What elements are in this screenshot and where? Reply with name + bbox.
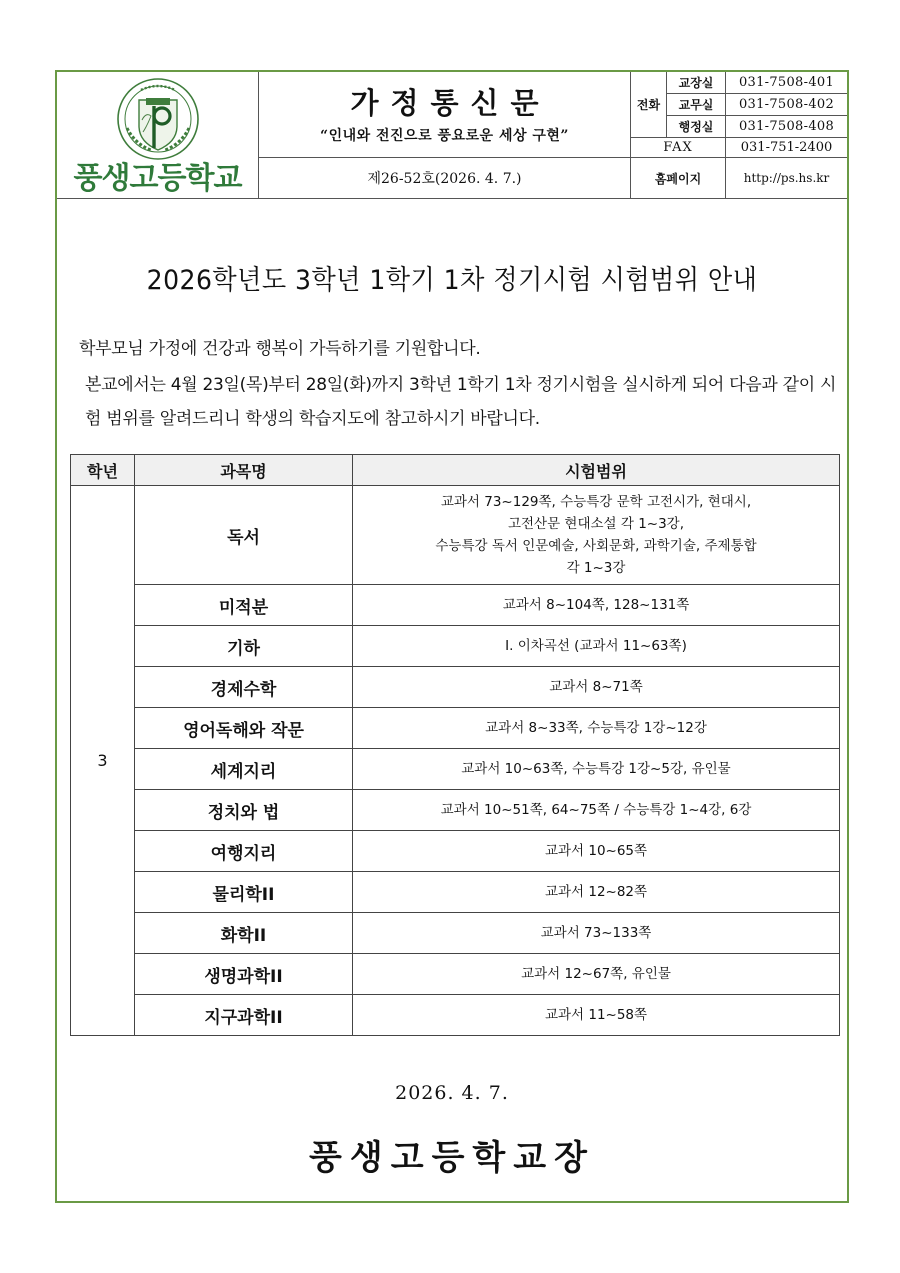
range-cell: 교과서 8~104쪽, 128~131쪽 [353,585,840,626]
range-cell: 교과서 12~82쪽 [353,872,840,913]
range-cell: I. 이차곡선 (교과서 11~63쪽) [353,626,840,667]
table-header-row [71,455,840,486]
greeting-paragraph: 학부모님 가정에 건강과 행복이 가득하기를 기원합니다. [79,339,481,359]
subject-cell: 생명과학II [135,954,353,995]
subject-cell: 세계지리 [135,749,353,790]
table-row [71,831,840,872]
newsletter-title: 가정통신문 [350,85,551,120]
range-cell: 교과서 8~33쪽, 수능특강 1강~12강 [353,708,840,749]
subject-cell: 미적분 [135,585,353,626]
range-line: 고전산문 현대소설 각 1~3강, [507,516,685,532]
phone-number-admin: 031-7508-408 [726,116,847,138]
column-header-range: 시험범위 [353,455,840,486]
range-cell: 교과서 12~67쪽, 유인물 [353,954,840,995]
subject-cell: 여행지리 [135,831,353,872]
subject-cell: 경제수학 [135,667,353,708]
range-cell: 교과서 11~58쪽 [353,995,840,1036]
range-cell: 교과서 8~71쪽 [353,667,840,708]
fax-label: FAX [631,138,726,158]
range-line: 수능특강 독서 인문예술, 사회문화, 과학기술, 주제통합 [435,538,757,554]
homepage-link[interactable]: http://ps.hs.kr [743,171,830,185]
office-label-principal: 교장실 [667,72,726,94]
table-row [71,954,840,995]
column-header-grade: 학년 [71,455,135,486]
issue-number: 제26-52호(2026. 4. 7.) [259,158,631,198]
range-cell: 교과서 10~65쪽 [353,831,840,872]
table-row [71,486,840,585]
exam-range-table [70,454,840,1036]
school-motto: “인내와 전진으로 풍요로운 세상 구현” [320,127,569,144]
range-line: 각 1~3강 [566,560,626,576]
table-row [71,749,840,790]
column-header-subject: 과목명 [135,455,353,486]
subject-cell: 지구과학II [135,995,353,1036]
subject-cell: 기하 [135,626,353,667]
body-paragraph: 본교에서는 4월 23일(목)부터 28일(화)까지 3학년 1학기 1차 정기시험을 실시하게 되어 다음과 같이 시험 범위를 알려드리니 학생의 학습지도에 참고하시기 바랍니다. [85,375,837,429]
grade-cell: 3 [71,486,135,1036]
table-row [71,995,840,1036]
subject-cell: 정치와 법 [135,790,353,831]
newsletter-header [57,72,847,199]
document-title: 2026학년도 3학년 1학기 1차 정기시험 시험범위 안내 [146,265,758,296]
table-row [71,872,840,913]
table-row [71,626,840,667]
principal-signature: 풍생고등학교장 [309,1138,595,1178]
school-emblem-icon [113,76,203,162]
fax-number: 031-751-2400 [726,138,847,158]
school-logo-block [57,72,259,198]
school-name-logo: 풍생고등학교 [73,161,242,196]
office-label-admin: 행정실 [667,116,726,138]
subject-cell: 물리학II [135,872,353,913]
range-cell: 교과서 10~51쪽, 64~75쪽 / 수능특강 1~4강, 6강 [353,790,840,831]
table-row [71,667,840,708]
subject-cell: 독서 [135,486,353,585]
title-block [259,72,631,158]
range-line: 교과서 73~129쪽, 수능특강 문학 고전시가, 현대시, [440,494,752,510]
homepage-label: 홈페이지 [631,158,726,198]
subject-cell: 화학II [135,913,353,954]
phone-number-academic: 031-7508-402 [726,94,847,116]
issue-date: 2026. 4. 7. [395,1082,509,1104]
phone-number-principal: 031-7508-401 [726,72,847,94]
table-row [71,708,840,749]
table-row [71,913,840,954]
table-row [71,585,840,626]
phone-label: 전화 [631,72,667,138]
subject-cell: 영어독해와 작문 [135,708,353,749]
range-cell [353,486,840,585]
newsletter-frame [55,70,849,1203]
range-cell: 교과서 73~133쪽 [353,913,840,954]
table-row [71,790,840,831]
office-label-academic: 교무실 [667,94,726,116]
range-cell: 교과서 10~63쪽, 수능특강 1강~5강, 유인물 [353,749,840,790]
